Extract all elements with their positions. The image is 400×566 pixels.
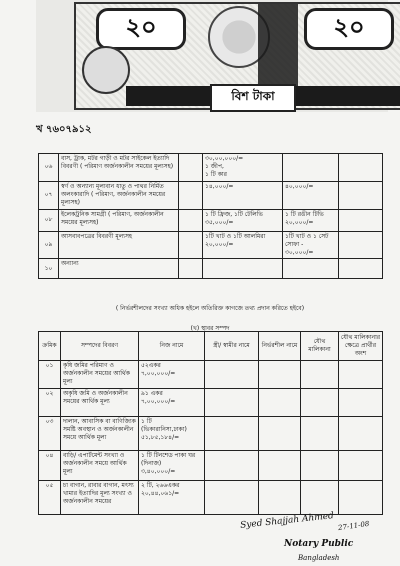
value-cell: ১ টি ফ্রিজ, ১টি টেলিভি ৩৫,০০০/=	[203, 210, 283, 232]
column-header: ক্রমিক	[39, 332, 61, 361]
value-cell	[301, 417, 339, 451]
table-row	[39, 182, 383, 210]
table-row	[39, 361, 383, 389]
value-cell: ৯১ একর ৭,০০,০০০/=	[139, 389, 205, 417]
value-cell	[203, 259, 283, 279]
value-cell	[339, 451, 383, 481]
dependents-note: ( নির্ভরশীলদের সংখ্যা অধিক হইলে অতিরিক্ত কাগজে তথ্য প্রদান করিতে হইবে)	[115, 305, 305, 312]
description-cell: অকৃষি জমি ও অর্জনকালীন সময়ের আর্থিক মূল্য	[61, 389, 139, 417]
value-cell	[179, 259, 203, 279]
value-cell: ৫২একর ৭,০০,০০০/=	[139, 361, 205, 389]
value-cell	[339, 481, 383, 515]
serial-cell: ০৮	[39, 210, 59, 232]
table-row	[39, 417, 383, 451]
value-cell	[259, 389, 301, 417]
value-cell: ১ টি রঙীন টিভি ২০,০০০/=	[283, 210, 339, 232]
serial-cell: ০৪	[39, 451, 61, 481]
description-cell: দালান, আবাসিক বা বাণিজ্যিক সমষ্টি অবস্থান ও অর্জনকালীন সময়ে আর্থিক মূল্য	[61, 417, 139, 451]
description-cell: স্বর্ণ ও অন্যান্য মূল্যবান ধাতু ও পাথর নির্মিত অলংকারাদি ( পরিমাণ, অর্জনকালীন সময়ের মূল্যসহ)	[59, 182, 179, 210]
signature-name: Syed Shajjah Ahmed	[239, 511, 335, 531]
value-cell	[301, 361, 339, 389]
serial-cell: ০৩	[39, 417, 61, 451]
immovable-assets-table	[38, 331, 383, 515]
value-cell	[179, 154, 203, 182]
value-cell	[259, 417, 301, 451]
table-row	[39, 259, 383, 279]
column-header: নিজ নামে	[139, 332, 205, 361]
value-cell	[339, 417, 383, 451]
value-cell	[339, 259, 383, 279]
value-cell	[301, 481, 339, 515]
table-row	[39, 232, 383, 259]
value-cell: ১ টি টিনশেড পাকা ঘর (দিনাজ) ৩,৪০,০০০/=	[139, 451, 205, 481]
value-cell	[205, 417, 259, 451]
value-cell	[283, 259, 339, 279]
value-cell	[179, 210, 203, 232]
description-cell: বাস, ট্রাক, মটর গাড়ী ও মটর সাইকেল ইত্যাদি বিবরণী ( পরিমাণ অর্জনকালীন সময়ের মূল্যসহ)	[59, 154, 179, 182]
column-header: নির্ভরশীল নামে	[259, 332, 301, 361]
value-cell	[205, 361, 259, 389]
column-header: যৌথ মালিকানার ক্ষেত্রে প্রার্থীর অংশ	[339, 332, 383, 361]
value-cell	[301, 451, 339, 481]
table-row	[39, 451, 383, 481]
description-cell: ইলেকট্রনিক সামগ্রী ( পরিমাণ, অর্জনকালীন সময়ের মূল্যসহ)	[59, 210, 179, 232]
serial-cell: ১০	[39, 259, 59, 279]
signature-date: 27-11-08	[337, 519, 370, 533]
table-row	[39, 481, 383, 515]
value-cell: ১৪,০০০/=	[203, 182, 283, 210]
movable-assets-table	[38, 153, 383, 279]
description-cell: আসবাবপত্রের বিবরণী মূল্যসহ	[59, 232, 179, 259]
immovable-assets-caption: (খ) স্থাবর সম্পদ	[190, 325, 230, 332]
table-row	[39, 154, 383, 182]
notary-title: Notary Public	[284, 539, 354, 549]
table-row	[39, 389, 383, 417]
value-cell	[205, 389, 259, 417]
serial-cell: ০৭	[39, 182, 59, 210]
notary-signature	[239, 511, 390, 566]
value-cell	[179, 182, 203, 210]
value-cell	[259, 451, 301, 481]
value-cell: ১ টি (ভিকারানিসা,ঢাকা) ৫১,৮৫,১৮৪/=	[139, 417, 205, 451]
stamp-value-right: ২০	[304, 8, 394, 50]
value-cell: ৩০,০০,০০০/= ১ জীপ, ১ টি কার	[203, 154, 283, 182]
stamp-serial-number: খ ৭৬০৭৯১২	[36, 124, 92, 135]
value-cell	[339, 389, 383, 417]
notary-place: Bangladesh	[298, 554, 340, 562]
stamp-value-left: ২০	[96, 8, 186, 50]
value-cell: ১টি খাট ও ১টি আলমিরা ২০,০০০/=	[203, 232, 283, 259]
value-cell	[205, 451, 259, 481]
value-cell	[339, 210, 383, 232]
column-header: যৌথ মালিকানা	[301, 332, 339, 361]
value-cell	[301, 389, 339, 417]
description-cell: চা বাগান, রাবার বাগান, মৎস্য খামার ইত্যাদির মূল্য সংখ্যা ও অর্জনকালীন সময়ের	[61, 481, 139, 515]
value-cell	[339, 182, 383, 210]
stamp-paper	[36, 0, 388, 112]
table-row	[39, 210, 383, 232]
stamp-band-label: বিশ টাকা	[210, 84, 296, 112]
value-cell	[339, 154, 383, 182]
value-cell: ১টি খাট ও ১ সেট সোফা - ৩০,০০০/=	[283, 232, 339, 259]
serial-cell: ০৫	[39, 481, 61, 515]
serial-cell: ০২	[39, 389, 61, 417]
description-cell: কৃষি জমির পরিমাণ ও অর্জনকালীন সময়ের আর্থিক মূল্য	[61, 361, 139, 389]
value-cell	[259, 481, 301, 515]
serial-cell: ০১	[39, 361, 61, 389]
column-header: স্ত্রী/ স্বামীর নামে	[205, 332, 259, 361]
value-cell	[339, 232, 383, 259]
value-cell: ২ টি, ২৬৬একর ২০,৪৪,০৬১/=	[139, 481, 205, 515]
description-cell: বাড়ি/ এপার্টমেন্ট সংখ্যা ও অর্জনকালীন সময়ে আর্থিক মূল্য	[61, 451, 139, 481]
serial-cell: ০৬	[39, 154, 59, 182]
value-cell	[259, 361, 301, 389]
column-header: সম্পদের বিবরণ	[61, 332, 139, 361]
round-seal-icon	[82, 46, 130, 94]
value-cell	[283, 154, 339, 182]
value-cell	[339, 361, 383, 389]
value-cell	[179, 232, 203, 259]
description-cell: অন্যান্য	[59, 259, 179, 279]
value-cell	[205, 481, 259, 515]
serial-cell: ০৯	[39, 232, 59, 259]
value-cell: ৪০,০০০/=	[283, 182, 339, 210]
